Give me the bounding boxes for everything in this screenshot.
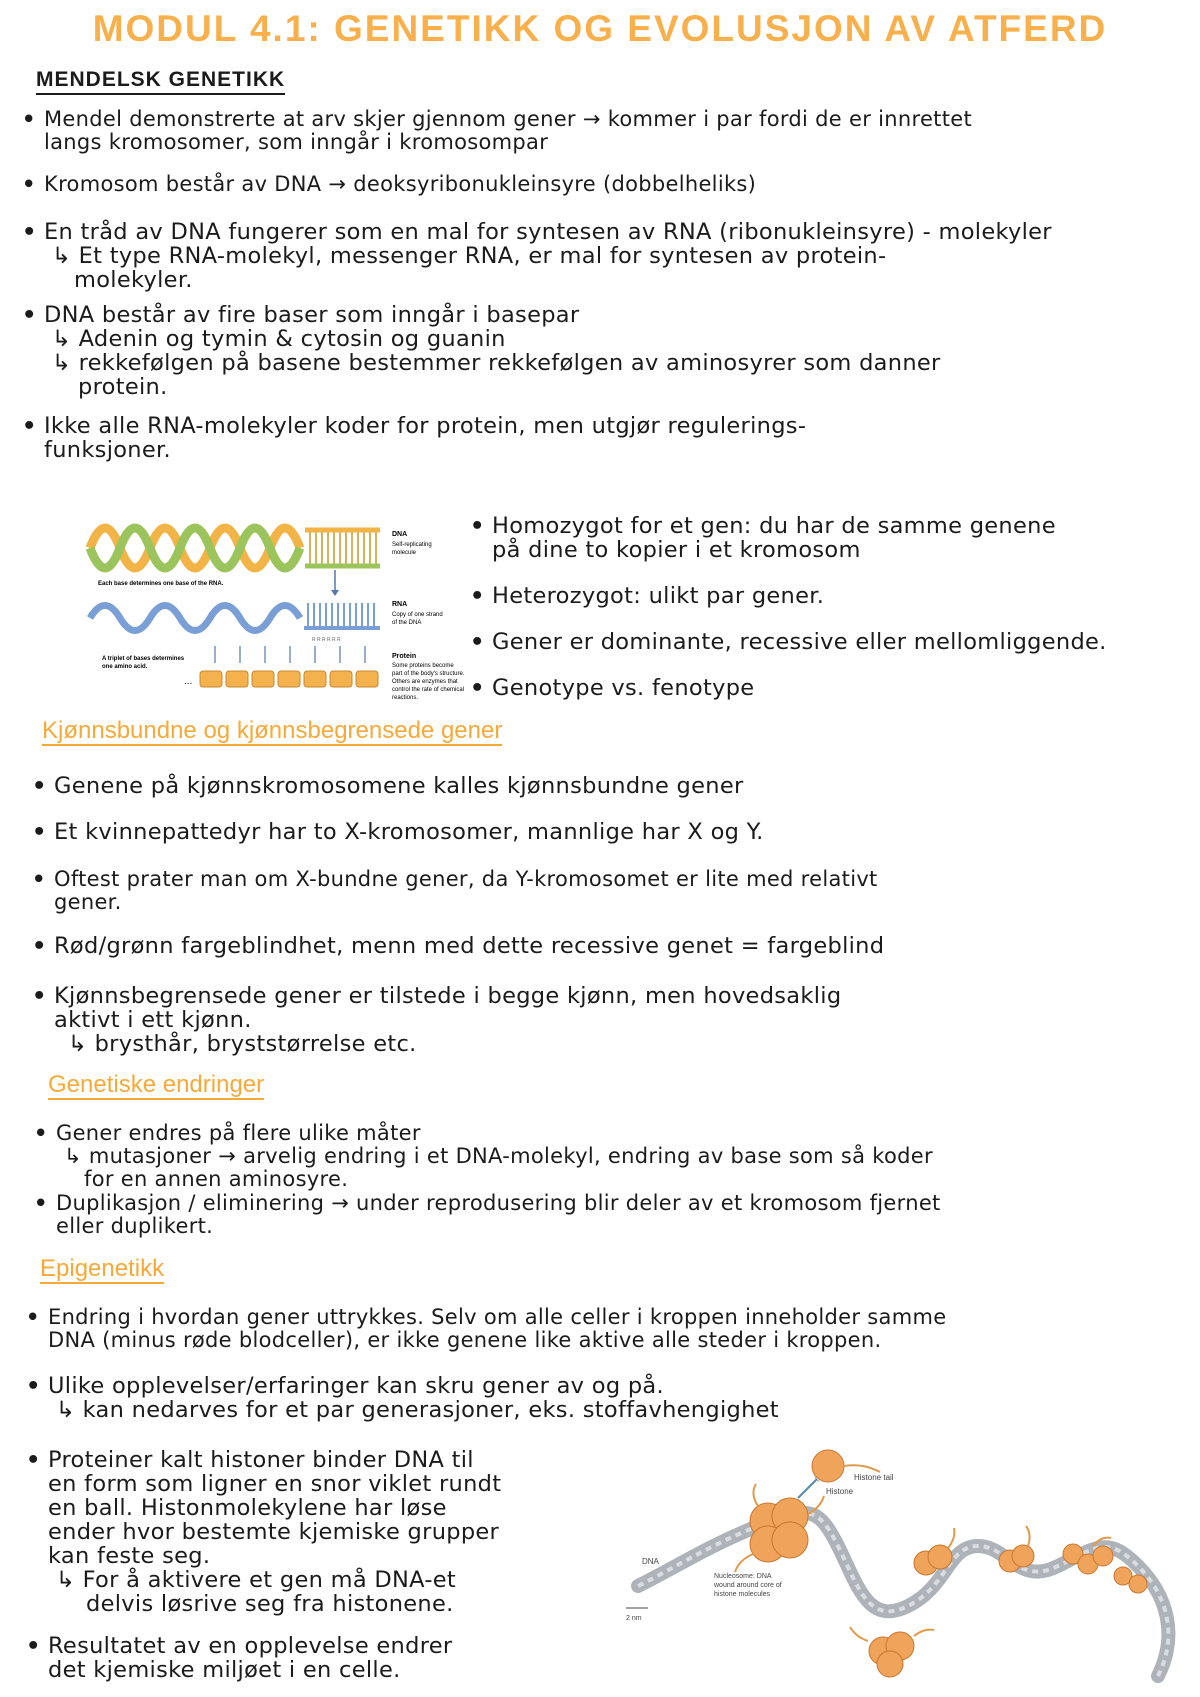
rna-strand [90,603,380,631]
bullet-icon: • [470,675,485,701]
histone-icon [812,1450,844,1482]
note-sex-5 [32,983,1154,1057]
note-line: ↳ Adenin og tymin & cytosin og guanin [52,326,506,352]
note-line: DNA (minus røde blodceller), er ikke genene like aktive alle steder i kroppen. [48,1328,882,1352]
note-line: molekyler. [74,267,193,293]
note-line: Ulike opplevelser/erfaringer kan skru gener av og på. [48,1373,664,1399]
bullet-icon: • [26,1305,40,1329]
note-line: det kjemiske miljøet i en celle. [48,1657,401,1683]
note-mendel-4 [22,302,1174,400]
bullet-icon: • [470,583,485,609]
note-line: eller duplikert. [56,1214,214,1238]
ellipsis: ... [184,676,193,687]
bullet-icon: • [22,413,37,439]
triplet-caption: A triplet of bases determines [102,656,185,662]
note-line: Rød/grønn fargeblindhet, menn med dette recessive genet = fargeblind [54,933,885,959]
note-line: for en annen aminosyre. [84,1167,349,1191]
histone-label: Histone [826,1487,854,1496]
dna-label: DNA [392,531,408,538]
bullet-icon: • [26,1373,41,1399]
note-line: protein. [78,374,168,400]
note-line: ↳ For å aktivere et gen må DNA-et [56,1567,457,1593]
bullet-icon: • [32,933,47,959]
protein-desc: part of the body's structure. [392,671,465,677]
dna-label: DNA [642,1557,659,1566]
translation-arrows [215,646,365,663]
note-line: En tråd av DNA fungerer som en mal for syntesen av RNA (ribonukleinsyre) - molekyler [44,219,1052,245]
note-line: Proteiner kalt histoner binder DNA til [48,1447,474,1473]
note-epi-1 [26,1305,1178,1352]
page-title: MODUL 4.1: GENETIKK OG EVOLUSJON AV ATFERD [92,8,1108,49]
bullet-icon: • [22,107,36,131]
note-homozygot [470,513,1172,563]
dna-desc: molecule [392,550,417,556]
scale-label: 2 nm [626,1615,642,1622]
protein-desc: reactions. [392,695,419,701]
note-line: en form som ligner en snor viklet rundt [48,1471,502,1497]
dna-rna-protein-figure [80,508,465,708]
note-line: Heterozygot: ulikt par gener. [492,583,825,609]
note-line: ender hvor bestemte kjemiske grupper [48,1519,500,1545]
bullet-icon: • [32,983,47,1009]
note-line: Kjønnsbegrensede gener er tilstede i begge kjønn, men hovedsaklig [54,983,842,1009]
bullet-icon: • [470,513,485,539]
bullet-icon: • [470,629,485,655]
note-line: aktivt i ett kjønn. [54,1007,252,1033]
note-line: Et kvinnepattedyr har to X-kromosomer, mannlige har X og Y. [54,819,764,845]
note-line: Gener endres på flere ulike måter [56,1121,421,1145]
protein-chain [200,671,378,687]
note-mendel-5 [22,413,1144,463]
note-line: en ball. Histonmolekylene har løse [48,1495,447,1521]
zoom-arrow-icon [798,1480,816,1498]
note-line: Genene på kjønnskromosomene kalles kjønnsbundne gener [54,773,744,799]
note-line: på dine to kopier i et kromosom [492,537,861,563]
note-dominante [470,629,1107,655]
note-line: Resultatet av en opplevelse endrer [48,1633,453,1659]
bullet-icon: • [22,172,36,196]
note-epi-3 [26,1447,608,1617]
note-line: langs kromosomer, som inngår i kromosompar [44,130,549,154]
bullet-icon: • [34,1191,48,1215]
note-line: ↳ mutasjoner → arvelig endring i et DNA-molekyl, endring av base som så koder [64,1144,933,1168]
note-line: kan feste seg. [48,1543,211,1569]
note-sex-1 [32,773,744,799]
note-line: delvis løsrive seg fra histonene. [86,1591,454,1617]
bullet-icon: • [32,819,47,845]
note-mendel-3 [22,219,1174,293]
note-sex-2 [32,819,764,845]
dna-helix [90,528,380,568]
note-line: Kromosom består av DNA → deoksyribonukleinsyre (dobbelheliks) [44,172,757,196]
note-line: DNA består av fire baser som inngår i basepar [44,302,580,328]
nucleosome-core [750,1498,808,1562]
note-genotype [470,675,755,701]
note-line: Duplikasjon / eliminering → under reprodusering blir deler av et kromosom fjernet [56,1191,941,1215]
arrow-head-icon [331,590,339,596]
bullet-icon: • [22,302,37,328]
histone-nucleosome-figure [618,1436,1188,1694]
section-heading-genetic-changes: Genetiske endringer [48,1071,265,1098]
note-line: gener. [54,890,122,914]
note-epi-4 [26,1633,608,1683]
note-sex-3 [32,867,1154,914]
note-line: ↳ Et type RNA-molekyl, messenger RNA, er mal for syntesen av protein- [52,243,887,269]
protein-label: Protein [392,653,417,660]
note-line: ↳ kan nedarves for et par generasjoner, eks. stoffavhengighet [56,1397,779,1423]
section-heading-epigenetics: Epigenetikk [40,1255,165,1282]
note-sex-4 [32,933,885,959]
note-line: funksjoner. [44,437,171,463]
nucleosome-label: Nucleosome: DNA [714,1573,772,1580]
protein-desc: Some proteins become [392,663,454,669]
note-mendel-2 [22,172,757,196]
protein-desc: Others are enzymes that [392,679,458,685]
bullet-icon: • [34,1121,48,1145]
section-heading-sex-linked: Kjønnsbundne og kjønnsbegrensede gener [42,717,503,744]
note-line: Gener er dominante, recessive eller mellomliggende. [492,629,1107,655]
nucleosome-label: histone molecules [714,1591,771,1598]
rna-label: RNA [392,601,408,608]
triplet-caption: one amino acid. [102,664,148,670]
note-line: Ikke alle RNA-molekyler koder for protein, men utgjør regulerings- [44,413,807,439]
bullet-icon: • [32,867,46,891]
note-epi-2 [26,1373,1178,1423]
bullet-icon: • [32,773,47,799]
note-line: Oftest prater man om X-bundne gener, da Y-kromosomet er lite med relativt [54,867,878,891]
rna-desc: of the DNA [392,620,422,626]
bullet-icon: • [26,1633,41,1659]
note-line: Genotype vs. fenotype [492,675,755,701]
dna-desc: Self-replicating [392,542,432,548]
note-mendel-1 [22,107,1154,154]
section-heading-mendel: MENDELSK GENETIKK [36,68,285,95]
base-caption: Each base determines one base of the RNA. [98,581,224,587]
protein-desc: control the rate of chemical [392,687,465,693]
note-heterozygot [470,583,825,609]
note-line: Endring i hvordan gener uttrykkes. Selv om alle celler i kroppen inneholder samme [48,1305,947,1329]
rna-desc: Copy of one strand [392,612,443,618]
note-change-1 [34,1121,1176,1191]
note-line: ↳ rekkefølgen på basene bestemmer rekkefølgen av aminosyrer som danner [52,350,941,376]
note-line: Mendel demonstrerte at arv skjer gjennom gener → kommer i par fordi de er innrettet [44,107,972,131]
note-line: ↳ brysthår, bryststørrelse etc. [68,1031,417,1057]
bullet-icon: • [22,219,37,245]
note-change-2 [34,1191,1176,1238]
histone-tail-label: Histone tail [854,1473,894,1482]
note-line: Homozygot for et gen: du har de samme genene [492,513,1056,539]
nucleosome-label: wound around core of [714,1582,782,1589]
codon-marks: R R R R R R [312,637,341,643]
bullet-icon: • [26,1447,41,1473]
